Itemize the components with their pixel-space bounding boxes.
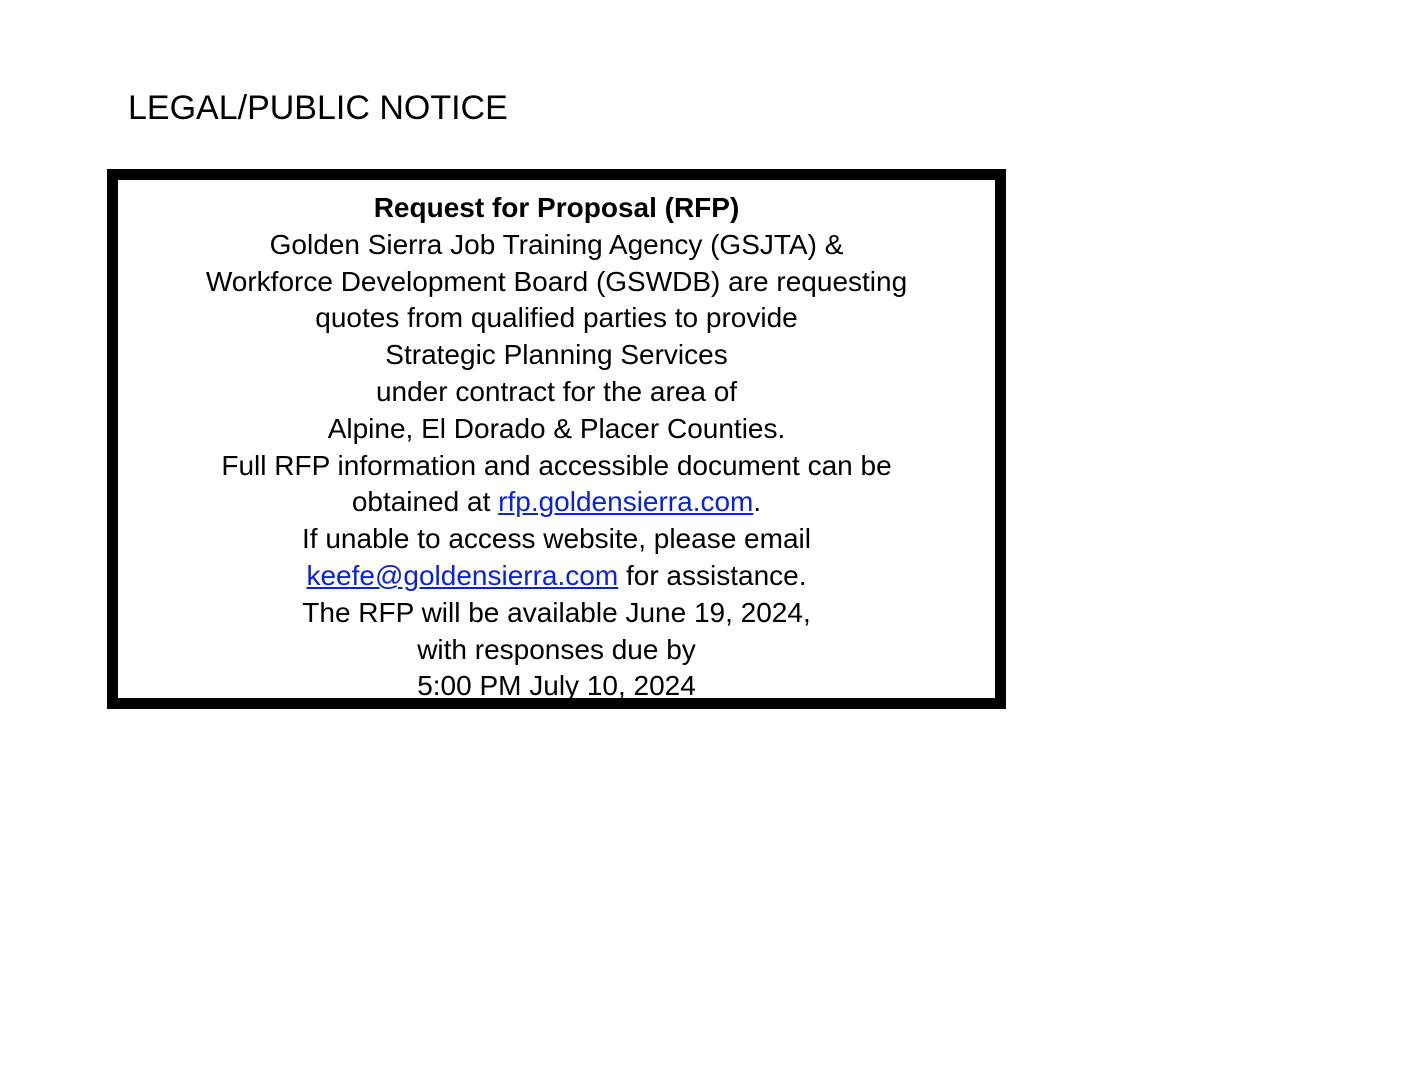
obtained-suffix: . (753, 486, 762, 518)
notice-line-unable: If unable to access website, please email (302, 523, 811, 555)
notice-line-responses: with responses due by (417, 633, 696, 665)
notice-title: Request for Proposal (RFP) (373, 192, 740, 223)
notice-line-full-info: Full RFP information and accessible document can be (221, 449, 892, 481)
notice-line-agency: Golden Sierra Job Training Agency (GSJTA) & (269, 228, 844, 260)
notice-line-available: The RFP will be available June 19, 2024, (302, 596, 811, 628)
notice-line-counties: Alpine, El Dorado & Placer Counties. (327, 412, 786, 444)
notice-line-board: Workforce Development Board (GSWDB) are requesting (205, 265, 908, 297)
rfp-notice-box (107, 169, 1006, 709)
notice-line-service: Strategic Planning Services (385, 339, 728, 371)
notice-line-deadline: 5:00 PM July 10, 2024 (417, 670, 696, 702)
notice-line-contract: under contract for the area of (375, 375, 738, 407)
email-link[interactable]: keefe@goldensierra.com (306, 559, 619, 591)
obtained-prefix: obtained at (351, 486, 499, 518)
page-heading: LEGAL/PUBLIC NOTICE (128, 89, 508, 127)
notice-line-obtained (118, 484, 995, 521)
notice-line-quotes: quotes from qualified parties to provide (315, 302, 798, 334)
notice-line-email (118, 558, 995, 595)
email-suffix: for assistance. (618, 559, 807, 591)
rfp-website-link[interactable]: rfp.goldensierra.com (498, 486, 754, 518)
